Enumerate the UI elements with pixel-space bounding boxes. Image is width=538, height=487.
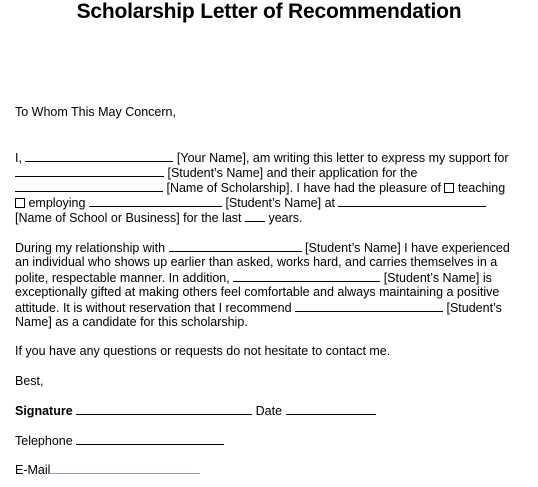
- student-name-blank[interactable]: [15, 165, 164, 177]
- p1-line-1: I, [Your Name], am writing this letter to express my support for: [15, 151, 509, 165]
- your-name-blank[interactable]: [25, 150, 173, 162]
- email-field[interactable]: [50, 462, 200, 474]
- p1-line-2: [Student’s Name] and their application for the: [15, 165, 417, 181]
- student-name-blank[interactable]: [295, 300, 443, 312]
- student-name-blank[interactable]: [89, 195, 222, 207]
- p2-line-5: attitude. It is without reservation that I recommend [Student’s: [15, 301, 502, 315]
- signature-field[interactable]: [76, 403, 252, 415]
- p2-line-2: an individual who shows up earlier than asked, works hard, and carries themselves in a: [15, 255, 498, 269]
- salutation: To Whom This May Concern,: [15, 105, 176, 119]
- signature-label: Signature: [15, 404, 73, 418]
- teaching-checkbox[interactable]: [444, 183, 454, 193]
- telephone-field[interactable]: [76, 433, 224, 445]
- student-name-blank[interactable]: [169, 240, 302, 252]
- scholarship-name-blank[interactable]: [15, 180, 163, 192]
- student-name-blank[interactable]: [233, 270, 380, 282]
- school-business-blank[interactable]: [338, 195, 486, 207]
- closing: Best,: [15, 374, 44, 388]
- p1-line-4: employing [Student’s Name] at: [15, 195, 486, 211]
- telephone-row: [15, 433, 224, 449]
- p2-line-4: exceptionally gifted at making others feel comfortable and always maintaining a positive: [15, 285, 500, 299]
- date-label: Date: [255, 404, 283, 418]
- p2-line-1: During my relationship with [Student’s Name] I have experienced: [15, 241, 510, 255]
- p2-line-3: polite, respectable manner. In addition, [Student’s Name] is: [15, 271, 492, 285]
- telephone-label: Telephone: [15, 434, 73, 448]
- signature-row: [15, 403, 376, 419]
- email-label: E-Mail: [15, 463, 51, 477]
- contact-paragraph: If you have any questions or requests do not hesitate to contact me.: [15, 344, 391, 358]
- employing-checkbox[interactable]: [15, 198, 25, 208]
- page-title: Scholarship Letter of Recommendation: [76, 0, 462, 23]
- p1-line-3: [Name of Scholarship]. I have had the pleasure of teaching: [15, 180, 505, 196]
- p1-line-5: [Name of School or Business] for the last years.: [15, 211, 303, 225]
- date-field[interactable]: [286, 403, 376, 415]
- p2-line-6: Name] as a candidate for this scholarship.: [15, 315, 248, 329]
- email-row: [15, 462, 200, 478]
- years-blank[interactable]: [245, 210, 265, 222]
